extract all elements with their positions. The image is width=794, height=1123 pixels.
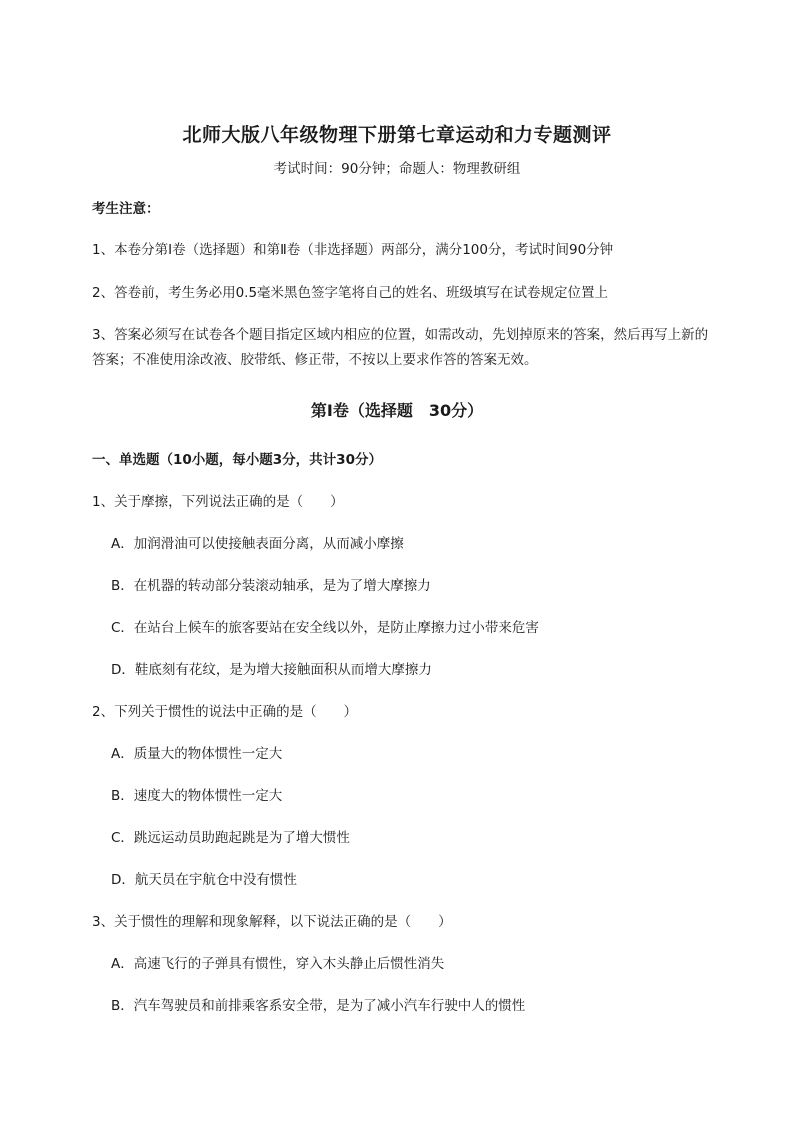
question-2-option-b: B．速度大的物体惯性一定大 [111, 788, 283, 804]
question-1-option-c: C．在站台上候车的旅客要站在安全线以外，是防止摩擦力过小带来危害 [111, 620, 539, 636]
notice-item-1: 1、本卷分第I卷（选择题）和第Ⅱ卷（非选择题）两部分，满分100分，考试时间90分钟 [92, 242, 614, 258]
exam-title: 北师大版八年级物理下册第七章运动和力专题测评 [182, 124, 612, 146]
question-2-option-c: C．跳远运动员助跑起跳是为了增大惯性 [111, 830, 350, 846]
part-heading: 一、单选题（10小题，每小题3分，共计30分） [92, 452, 382, 468]
question-2-option-a: A．质量大的物体惯性一定大 [111, 746, 283, 762]
notice-item-2: 2、答卷前，考生务必用0.5毫米黑色签字笔将自己的姓名、班级填写在试卷规定位置上 [92, 285, 609, 301]
question-2-stem: 2、下列关于惯性的说法中正确的是（ ） [92, 704, 358, 720]
question-2-option-d: D．航天员在宇航仓中没有惯性 [111, 872, 297, 888]
exam-subtitle: 考试时间：90分钟；命题人：物理教研组 [273, 161, 521, 177]
section-title: 第I卷（选择题 30分） [310, 401, 484, 420]
question-1-option-a: A．加润滑油可以使接触表面分离，从而减小摩擦 [111, 536, 404, 552]
question-1-stem: 1、关于摩擦，下列说法正确的是（ ） [92, 494, 344, 510]
question-3-option-b: B．汽车驾驶员和前排乘客系安全带，是为了减小汽车行驶中人的惯性 [111, 998, 526, 1014]
notice-item-3: 3、答案必须写在试卷各个题目指定区域内相应的位置，如需改动，先划掉原来的答案，然后再写上新的答案；不准使用涂改液、胶带纸、修正带，不按以上要求作答的答案无效。 [92, 327, 709, 368]
notice-heading: 考生注意： [92, 201, 160, 217]
question-3-option-a: A．高速飞行的子弹具有惯性，穿入木头静止后惯性消失 [111, 956, 445, 972]
question-1-option-d: D．鞋底刻有花纹，是为增大接触面积从而增大摩擦力 [111, 662, 432, 678]
question-3-stem: 3、关于惯性的理解和现象解释，以下说法正确的是（ ） [92, 914, 452, 930]
question-1-option-b: B．在机器的转动部分装滚动轴承，是为了增大摩擦力 [111, 578, 431, 594]
